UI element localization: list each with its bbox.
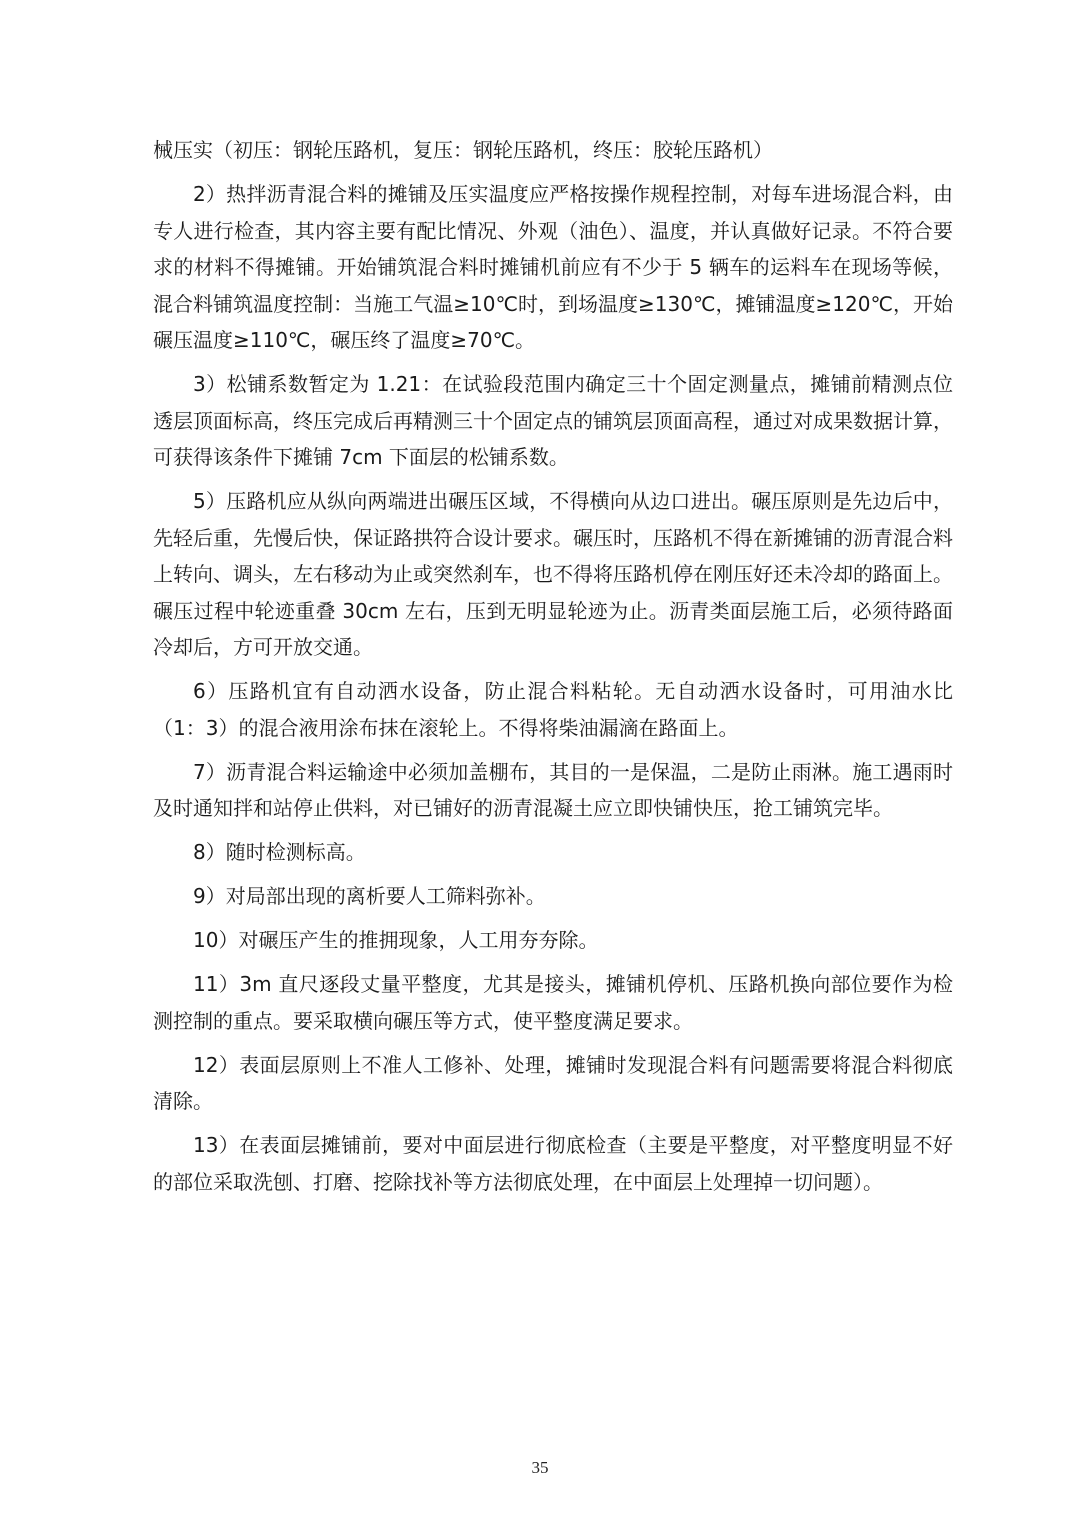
paragraph-item-11: 11）3m 直尺逐段丈量平整度，尤其是接头，摊铺机停机、压路机换向部位要作为检测控制的重点。要采取横向碾压等方式，使平整度满足要求。 <box>153 972 953 1033</box>
paragraph-item-2: 2）热拌沥青混合料的摊铺及压实温度应严格按操作规程控制，对每车进场混合料，由专人进行检查，其内容主要有配比情况、外观（油色）、温度，并认真做好记录。不符合要求的材料不得摊铺。开始铺筑混合料时摊铺机前应有不少于 5 辆车的运料车在现场等候，混合料铺筑温度控制：当施工气温≥10℃时，到场温度≥130℃，摊铺温度≥120℃，开始碾压温度≥110℃，碾压终了温度≥70℃。 <box>153 182 953 352</box>
paragraph-item-3: 3）松铺系数暂定为 1.21：在试验段范围内确定三十个固定测量点，摊铺前精测点位透层顶面标高，终压完成后再精测三十个固定点的铺筑层顶面高程，通过对成果数据计算，可获得该条件下摊铺 7cm 下面层的松铺系数。 <box>153 372 953 469</box>
paragraph-item-10: 10）对碾压产生的推拥现象，人工用夯夯除。 <box>193 928 599 952</box>
paragraph-continuation: 械压实（初压：钢轮压路机，复压：钢轮压路机，终压：胶轮压路机） <box>153 138 773 162</box>
paragraph-item-8: 8）随时检测标高。 <box>193 840 366 864</box>
paragraph-item-7: 7）沥青混合料运输途中必须加盖棚布，其目的一是保温，二是防止雨淋。施工遇雨时及时通知拌和站停止供料，对已铺好的沥青混凝土应立即快铺快压，抢工铺筑完毕。 <box>153 759 953 820</box>
body-text <box>153 132 953 1208</box>
paragraph-item-9: 9）对局部出现的离析要人工筛料弥补。 <box>193 884 546 908</box>
paragraph-item-12: 12）表面层原则上不准人工修补、处理，摊铺时发现混合料有问题需要将混合料彻底清除。 <box>153 1052 953 1113</box>
paragraph-item-5: 5）压路机应从纵向两端进出碾压区域，不得横向从边口进出。碾压原则是先边后中，先轻后重，先慢后快，保证路拱符合设计要求。碾压时，压路机不得在新摊铺的沥青混合料上转向、调头，左右移动为止或突然刹车，也不得将压路机停在刚压好还未冷却的路面上。碾压过程中轮迹重叠 30cm 左右，压到无明显轮迹为止。沥青类面层施工后，必须待路面冷却后，方可开放交通。 <box>153 489 953 659</box>
paragraph-item-13: 13）在表面层摊铺前，要对中面层进行彻底检查（主要是平整度，对平整度明显不好的部位采取洗刨、打磨、挖除找补等方法彻底处理，在中面层上处理掉一切问题）。 <box>153 1133 953 1194</box>
paragraph-item-6: 6）压路机宜有自动洒水设备，防止混合料粘轮。无自动洒水设备时，可用油水比（1：3）的混合液用涂布抹在滚轮上。不得将柴油漏滴在路面上。 <box>153 679 953 740</box>
page-number: 35 <box>531 1458 549 1477</box>
